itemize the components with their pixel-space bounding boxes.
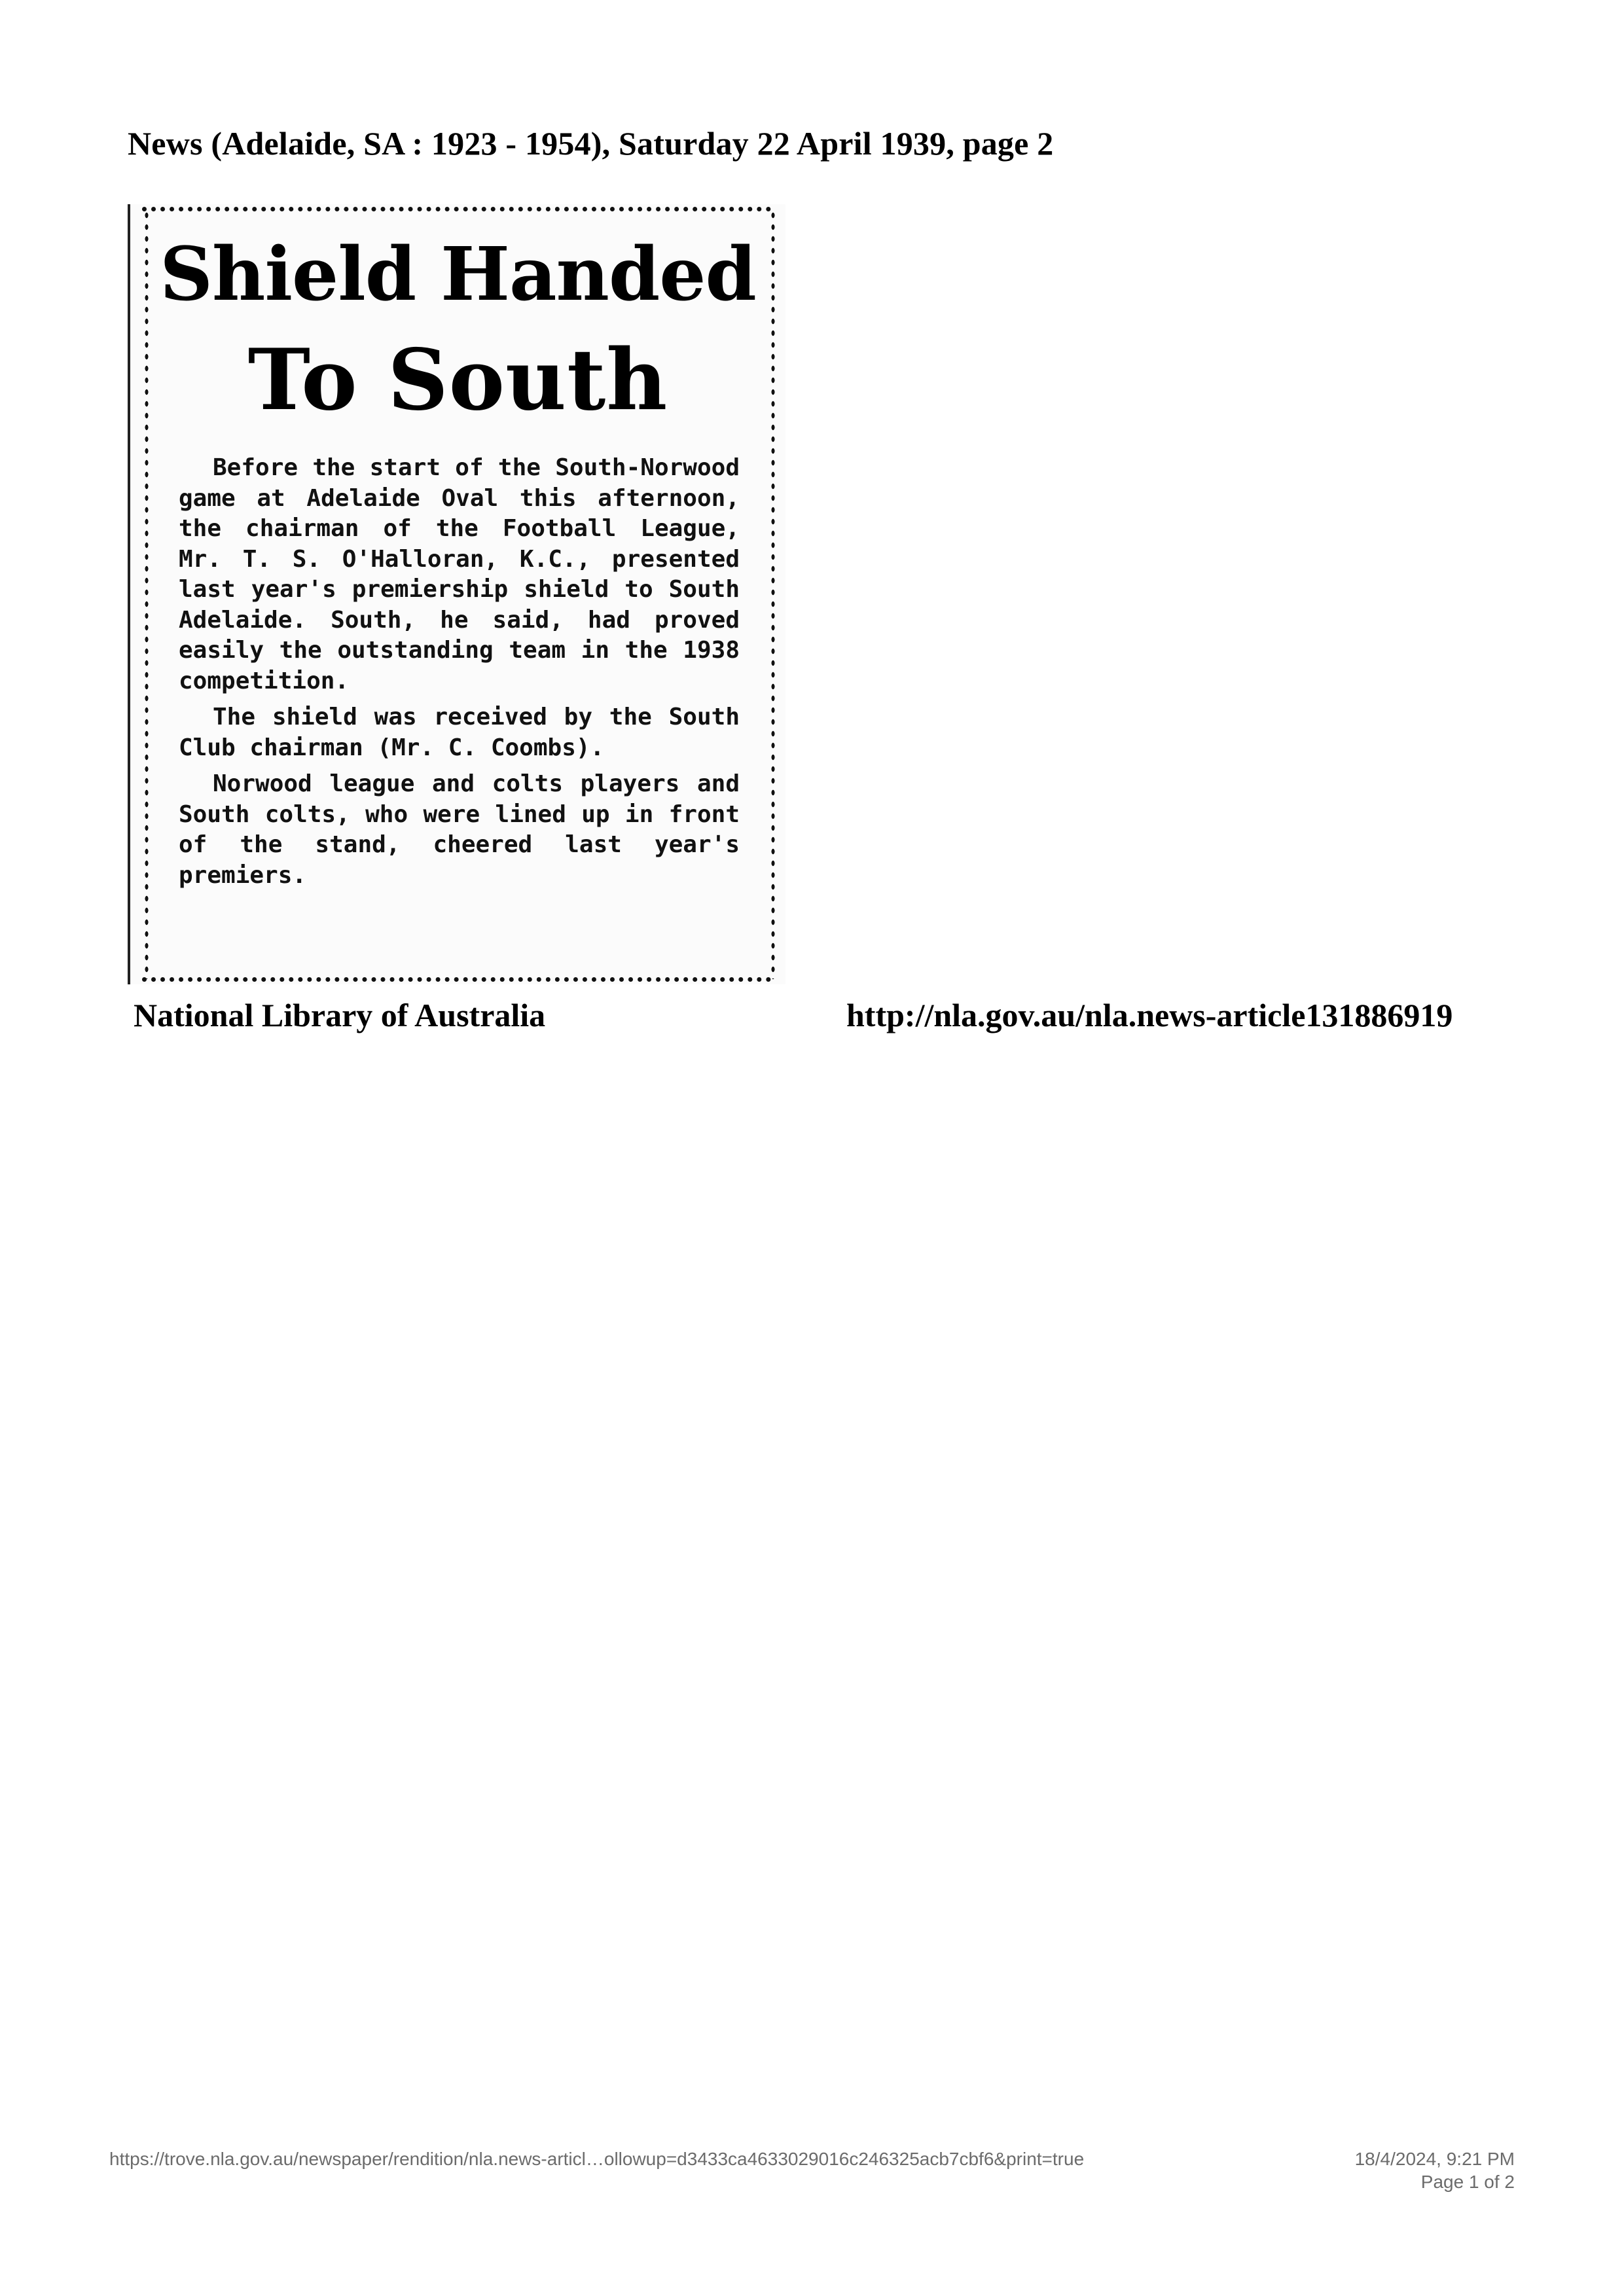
source-label: National Library of Australia [134, 997, 546, 1033]
page-count: Page 1 of 2 [1420, 2172, 1515, 2192]
headline-line-2: To South [247, 331, 668, 429]
clipping-right-border [770, 209, 776, 979]
print-page-url: https://trove.nla.gov.au/newspaper/rendition/nla.news-articl…ollowup=d3433ca4633029016c246325acb7cbf6&print=true [109, 2149, 1085, 2169]
article-body [179, 453, 740, 897]
article-url-link[interactable]: http://nla.gov.au/nla.news-article131886919 [846, 997, 1453, 1033]
article-paragraph: Before the start of the South-Norwood game at Adelaide Oval this afternoon, the chairman of the Football League, Mr. T. S. O'Halloran, K.C., presented last year's premiership shield to South Adelaide. South, he said, had proved easily the outstanding team in the 1938 competition. [179, 454, 740, 694]
citation-title: News (Adelaide, SA : 1923 - 1954), Saturday 22 April 1939, page 2 [128, 125, 1054, 162]
clipping-left-rule [128, 204, 130, 984]
print-timestamp: 18/4/2024, 9:21 PM [1354, 2149, 1515, 2169]
article-paragraph: The shield was received by the South Club chairman (Mr. C. Coombs). [179, 704, 740, 761]
clipping-bottom-border [142, 977, 771, 982]
clipping-left-border [143, 209, 150, 979]
clipping-top-border [142, 207, 771, 211]
headline-line-1: Shield Handed [160, 232, 756, 317]
newspaper-clipping [128, 204, 785, 984]
article-paragraph: Norwood league and colts players and South colts, who were lined up in front of the stand, cheered last year's premiers. [179, 770, 740, 889]
